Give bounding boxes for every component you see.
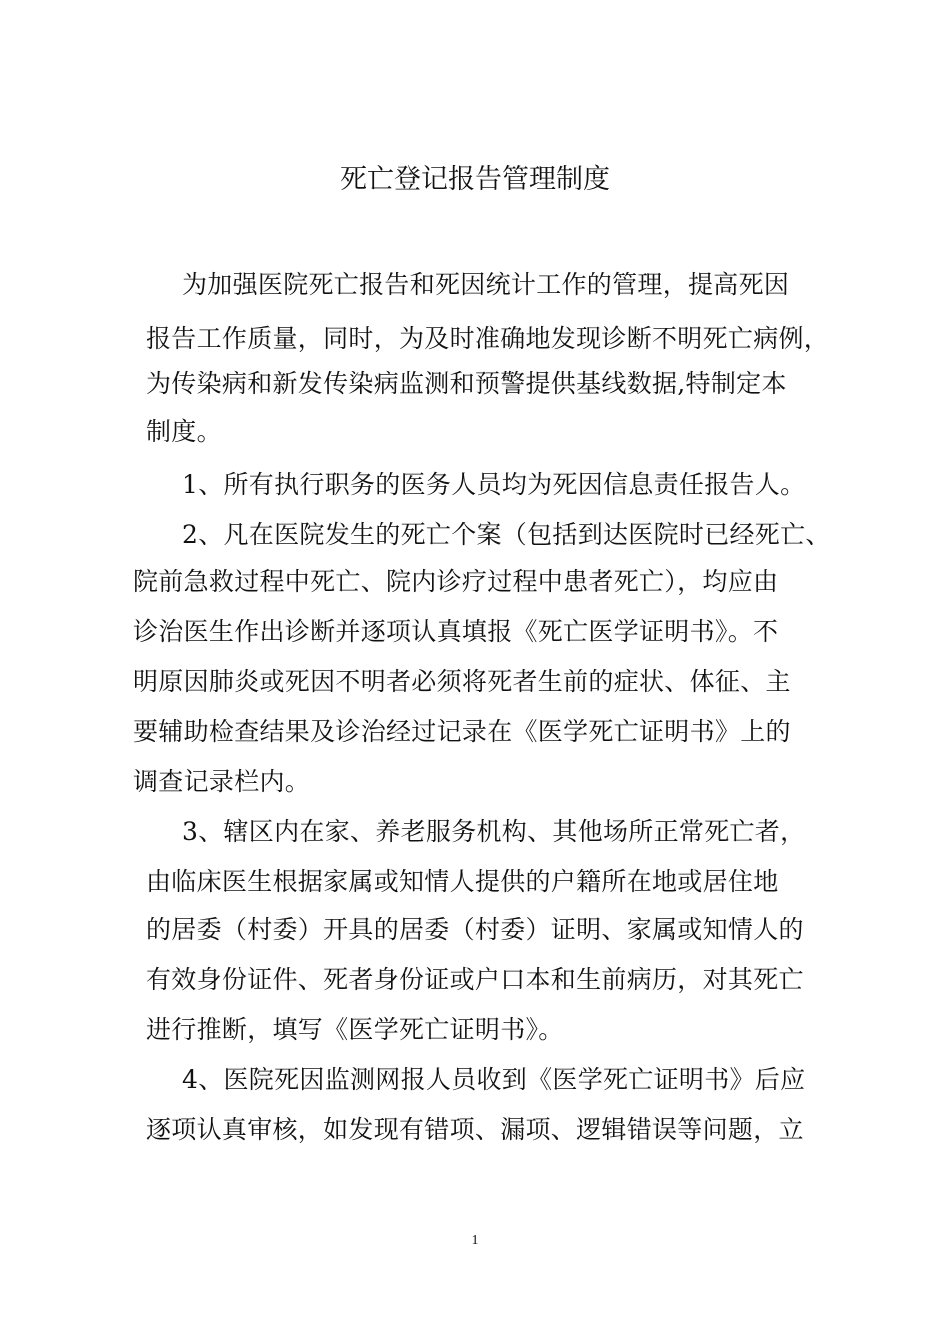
paragraph-line: 1、所有执行职务的医务人员均为死因信息责任报告人。 <box>182 470 806 499</box>
paragraph-line: 为传染病和新发传染病监测和预警提供基线数据,特制定本 <box>146 369 787 398</box>
paragraph-line: 逐项认真审核，如发现有错项、漏项、逻辑错误等问题，立 <box>146 1115 804 1144</box>
paragraph-line: 有效身份证件、死者身份证或户口本和生前病历，对其死亡 <box>146 965 804 994</box>
paragraph-line: 由临床医生根据家属或知情人提供的户籍所在地或居住地 <box>146 867 779 896</box>
paragraph-line: 4、医院死因监测网报人员收到《医学死亡证明书》后应 <box>182 1065 806 1094</box>
paragraph-line: 制度。 <box>146 417 222 446</box>
paragraph-line: 为加强医院死亡报告和死因统计工作的管理，提高死因 <box>182 270 790 299</box>
paragraph-line: 的居委（村委）开具的居委（村委）证明、家属或知情人的 <box>146 915 804 944</box>
paragraph-line: 院前急救过程中死亡、院内诊疗过程中患者死亡），均应由 <box>133 567 779 596</box>
page-number: 1 <box>471 1233 479 1248</box>
paragraph-line: 报告工作质量，同时，为及时准确地发现诊断不明死亡病例， <box>146 324 830 353</box>
paragraph-line: 3、辖区内在家、养老服务机构、其他场所正常死亡者， <box>182 817 806 846</box>
document-title: 死亡登记报告管理制度 <box>340 164 610 195</box>
paragraph-line: 诊治医生作出诊断并逐项认真填报《死亡医学证明书》。不 <box>133 617 779 646</box>
paragraph-line: 2、凡在医院发生的死亡个案（包括到达医院时已经死亡、 <box>182 520 831 549</box>
paragraph-line: 调查记录栏内。 <box>133 767 311 796</box>
paragraph-line: 明原因肺炎或死因不明者必须将死者生前的症状、体征、主 <box>133 667 791 696</box>
paragraph-line: 进行推断，填写《医学死亡证明书》。 <box>146 1015 564 1044</box>
paragraph-line: 要辅助检查结果及诊治经过记录在《医学死亡证明书》上的 <box>133 717 791 746</box>
